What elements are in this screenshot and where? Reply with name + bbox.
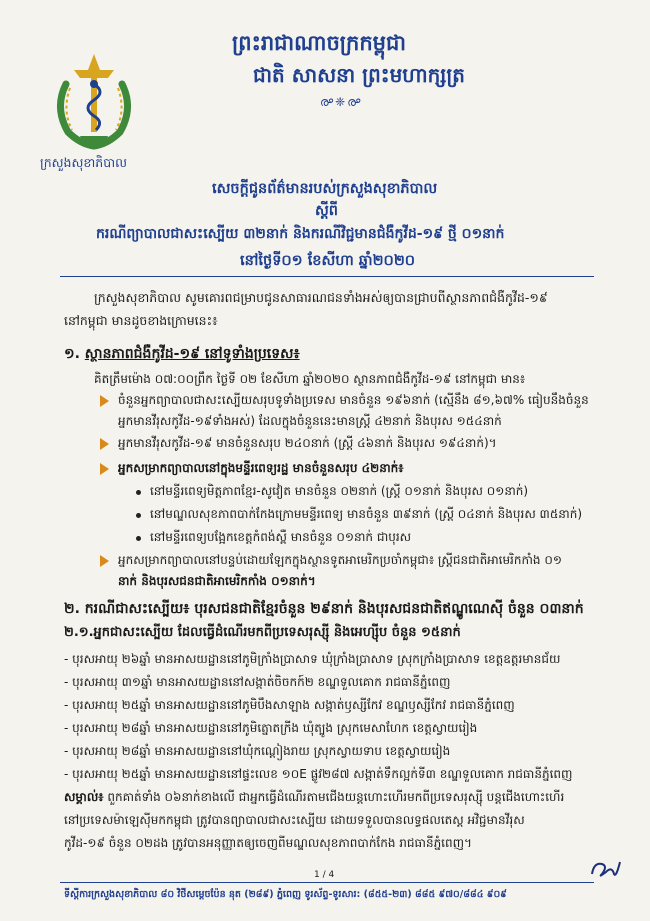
section-1-title: ស្ថានភាពជំងឺកូវីដ-១៩ នៅទូទាំងប្រទេស៖ xyxy=(84,346,300,362)
title-line-4: នៅថ្ងៃទី០១ ខែសីហា ឆ្នាំ២០២០ xyxy=(240,253,416,269)
note-label: សម្គាល់៖ xyxy=(64,790,104,804)
footer-address: ទីស្តីការក្រសួងសុខាភិបាល ៨០ វិថីសម្តេចប៉ែន នុត (២៨៩) ភ្នំពេញ ទូរស័ព្ទ-ទូរសារ: (៨៥៥-២៣) ៨៨៥ ៩៧០/៨៨៤ ៩០៩ xyxy=(64,889,507,900)
section-1-heading xyxy=(64,344,300,365)
note-line-1 xyxy=(64,789,564,807)
section-1-lead: គិតត្រឹមម៉ោង ០៧:០០ព្រឹក ថ្ងៃទី ០២ ខែសីហា ឆ្នាំ២០២០ ស្ថានភាពជំងឺកូវីដ-១៩ នៅកម្ពុជា មាន៖ xyxy=(94,372,526,386)
bullet-dot-icon xyxy=(136,490,141,495)
note-line-2: នៅប្រទេសម៉ាឡេស៊ីមកកម្ពុជា ត្រូវបានព្យាបាលជាសះស្បើយ ដោយទទួលបានលទ្ធផលតេស្ត អវិជ្ជមានវីរុស xyxy=(64,813,525,827)
case-line: - បុរសអាយុ ២៥ឆ្នាំ មានអាសយដ្ឋាននៅភូមិបឹងសាឡាង សង្កាត់ឫស្សីកែវ ខណ្ឌឫស្សីកែវ រាជធានីភ្នំពេញ xyxy=(64,698,515,712)
us-embassy-line-2: នាក់ និងបុរសជនជាតិអាមេរិកកាំង ០១នាក់។ xyxy=(118,574,316,588)
case-line: - បុរសអាយុ ២៥ឆ្នាំ មានអាសយដ្ឋាននៅផ្ទះលេខ ១០E ផ្លូវ២៨៧ សង្កាត់ទឹកល្អក់ទី៣ ខណ្ឌទួលគោក រាជធានីភ្នំពេញ xyxy=(64,767,573,781)
kingdom-title: ព្រះរាជាណាចក្រកម្ពុជា xyxy=(232,31,407,55)
ministry-logo xyxy=(44,48,144,152)
hospitalized-total: អ្នកសម្រាកព្យាបាលនៅក្នុងមន្ទីរពេទ្យរដ្ឋ មានចំនួនសរុប ៤២នាក់៖ xyxy=(118,461,404,475)
title-line-3: ករណីព្យាបាលជាសះស្បើយ ៣២នាក់ និងករណីវិជ្ជមានជំងឺកូវីដ-១៩ ថ្មី ០១នាក់ xyxy=(96,226,505,242)
bullet-arrow-icon xyxy=(100,463,109,475)
footer-divider xyxy=(60,882,594,883)
intro-line-1: ក្រសួងសុខាភិបាល សូមគោរពជម្រាបជូនសាធារណជនទាំងអស់ឲ្យបានជ្រាបពីស្ថានភាពជំងឺកូវីដ-១៩ xyxy=(94,290,548,305)
total-cases: អ្នកមានវីរុសកូវីដ-១៩ មានចំនួនសរុប ២៤០នាក់ (ស្ត្រី ៤៦នាក់ និងបុរស ១៩៤នាក់)។ xyxy=(118,436,497,450)
recovered-total-line-2: អ្នកមានវីរុសកូវីដ-១៩ទាំងអស់) ដែលក្នុងចំនួននេះមានស្រ្តី ៤២នាក់ និងបុរស ១៥៤នាក់ xyxy=(118,414,502,428)
bullet-dot-icon xyxy=(136,536,141,541)
bullet-arrow-icon xyxy=(100,438,109,450)
title-line-1: សេចក្តីជូនព័ត៌មានរបស់ក្រសួងសុខាភិបាល xyxy=(212,181,438,197)
intro-line-2: នៅកម្ពុជា មានដូចខាងក្រោមនេះ៖ xyxy=(64,313,218,328)
title-divider xyxy=(60,276,594,277)
signature-initials xyxy=(588,856,624,882)
case-line: - បុរសអាយុ ២៨ឆ្នាំ មានអាសយដ្ឋាននៅភូមិត្នោតក្រីង ឃុំត្បូង ស្រុកមេសាហែក ខេត្តស្វាយរៀង xyxy=(64,721,478,735)
case-line: - បុរសអាយុ ២៦ឆ្នាំ មានអាសយដ្ឋាននៅភូមិក្រាំងប្រាសាទ ឃុំក្រាំងប្រាសាទ ស្រុកក្រាំងប្រាសាទ ខេត្តឧត្តរមានជ័យ xyxy=(64,652,561,666)
title-line-2: ស្តីពី xyxy=(315,203,339,219)
note-text: ពួកគាត់ទាំង ០៦នាក់ខាងលើ ជាអ្នកធ្វើដំណើរតាមជើងយន្តហោះហើរមកពីប្រទេសរុស្ស៊ី បន្តជើងហោះហើរ xyxy=(103,790,565,804)
section-2-heading: ២. ករណីជាសះស្បើយ៖ បុរសជនជាតិខ្មែរចំនួន ២៩នាក់ និងបុរសជនជាតិឥណ្ឌូណេស៊ី ចំនួន ០៣នាក់ xyxy=(64,601,584,617)
note-line-3: កូវីដ-១៩ ចំនួន ០២ដង ត្រូវបានអនុញ្ញាតឲ្យចេញពីមណ្ឌលសុខភាពបាក់កែង រាជធានីភ្នំពេញ។ xyxy=(64,836,472,850)
section-2-1-heading: ២.១.អ្នកជាសះស្បើយ ដែលធ្វើដំណើរមកពីប្រទេសរុស្ស៊ី និងអេហ្ស៊ីប ចំនួន ១៥នាក់ xyxy=(64,625,461,640)
header-ornament: ൙❈൙ xyxy=(320,95,363,109)
national-motto: ជាតិ សាសនា ព្រះមហាក្សត្រ xyxy=(253,63,465,87)
section-1-number: ១. xyxy=(64,346,85,362)
recovered-total-line-1: ចំនួនអ្នកព្យាបាលជាសះស្បើយសរុបទូទាំងប្រទេស មានចំនួន ១៩៦នាក់ (ស្មើនឹង ៨១,៦៧% ធៀបនឹងចំនួន xyxy=(118,393,589,407)
case-line: - បុរសអាយុ ២៨ឆ្នាំ មានអាសយដ្ឋាននៅឃុំកណ្តៀងរាយ ស្រុកស្វាយទាប ខេត្តស្វាយរៀង xyxy=(64,744,451,758)
hospital-bak-kaeng: នៅមណ្ឌលសុខភាពបាក់កែងក្រោមមន្ទីរពេទ្យ មានចំនួន ៣៩នាក់ (ស្ត្រី ០៤នាក់ និងបុរស ៣៥នាក់) xyxy=(150,507,583,521)
bullet-dot-icon xyxy=(136,513,141,518)
us-embassy-line-1: អ្នកសម្រាកព្យាបាលនៅបន្ទប់ដោយឡែកក្នុងស្ថានទូតអាមេរិកប្រចាំកម្ពុជា៖ ស្ត្រីជនជាតិអាមេរិកកាំង ០១ xyxy=(118,553,562,567)
bullet-arrow-icon xyxy=(100,395,109,407)
hospital-khmer-soviet: នៅមន្ទីរពេទ្យមិត្តភាពខ្មែរ-សូវៀត មានចំនួន ០២នាក់ (ស្ត្រី ០១នាក់ និងបុរស ០១នាក់) xyxy=(150,484,529,498)
case-line: - បុរសអាយុ ៣១ឆ្នាំ មានអាសយដ្ឋាននៅសង្កាត់ចិចកក៍២ ខណ្ឌទួលគោក រាជធានីភ្នំពេញ xyxy=(64,675,451,689)
bullet-arrow-icon xyxy=(100,555,109,567)
page-number: 1 / 4 xyxy=(314,870,335,880)
hospital-kampong-speu: នៅមន្ទីរពេទ្យបង្អែកខេត្តកំពង់ស្ពឺ មានចំនួន ០១នាក់ ជាបុរស xyxy=(150,530,412,544)
ministry-label: ក្រសួងសុខាភិបាល xyxy=(40,155,128,170)
